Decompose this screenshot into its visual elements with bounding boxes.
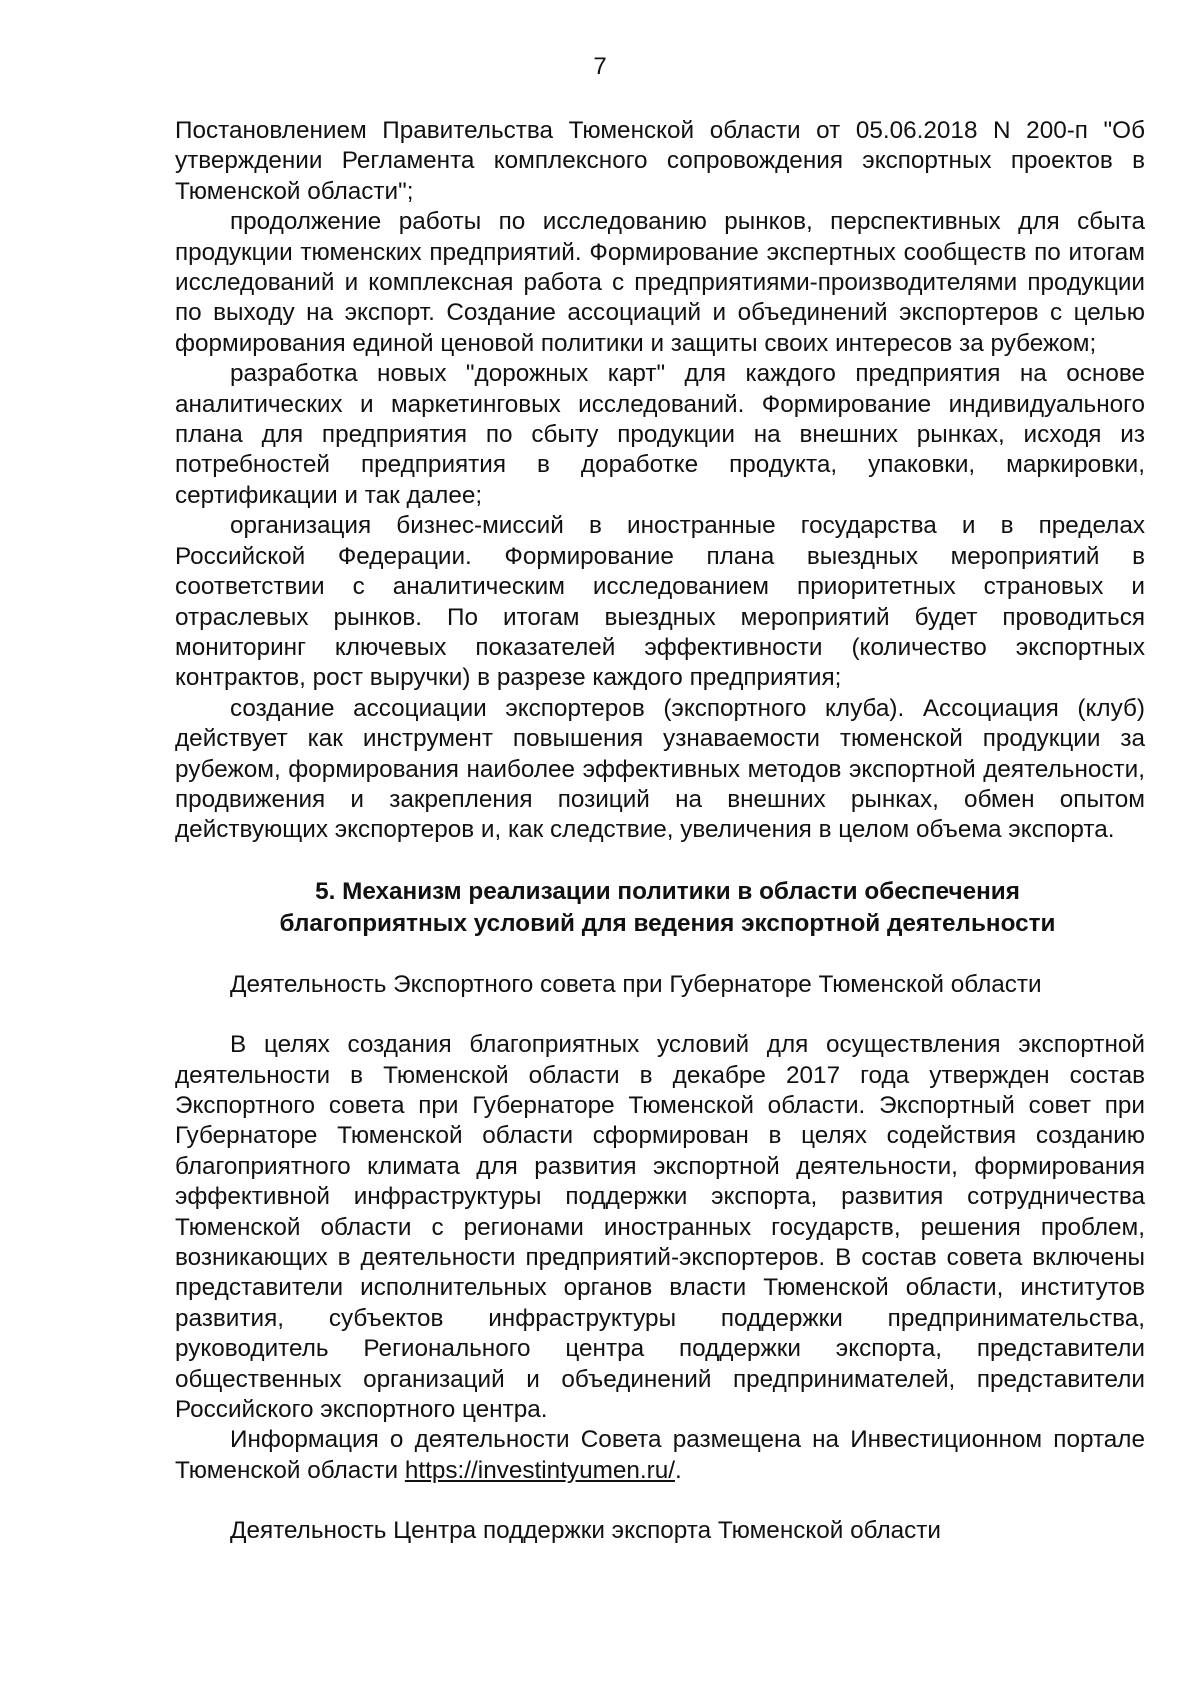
paragraph-exporters-association: создание ассоциации экспортеров (экспортного клуба). Ассоциация (клуб) действует как инструмент повышения узнаваемости тюменской продукции за рубежом, формирования наиболее эффективных методов экспортной деятельности, продвижения и закрепления позиций на внешних рынках, обмен опытом действующих экспортеров и, как следствие, увеличения в целом объема экспорта. <box>175 694 1145 844</box>
paragraph-regulation: Постановлением Правительства Тюменской области от 05.06.2018 N 200-п "Об утверждении Регламента комплексного сопровождения экспортных проектов в Тюменской области"; <box>175 117 1145 205</box>
paragraph-business-missions: организация бизнес-миссий в иностранные государства и в пределах Российской Федерации. Формирование плана выездных мероприятий в соответствии с аналитическим исследованием приоритетных страновых и отраслевых рынков. По итогам выездных мероприятий будет проводиться мониторинг ключевых показателей эффективности (количество экспортных контрактов, рост выручки) в разрезе каждого предприятия; <box>175 512 1145 692</box>
section-5-heading-line2: благоприятных условий для ведения экспортной деятельности <box>279 909 1056 937</box>
paragraph-roadmaps: разработка новых "дорожных карт" для каждого предприятия на основе аналитических и маркетинговых исследований. Формирование индивидуального плана для предприятия по сбыту продукции на внешних рынках, исходя из потребностей предприятия в доработке продукта, упаковки, маркировки, сертификации и так далее; <box>175 360 1145 509</box>
council-info-text: Информация о деятельности Совета размещена на Инвестиционном портале Тюменской области <box>175 1426 1145 1484</box>
section-5-heading <box>175 876 1145 940</box>
paragraph-council-info <box>175 1425 1145 1486</box>
subheading-export-support-center: Деятельность Центра поддержки экспорта Тюменской области <box>230 1517 942 1545</box>
subheading-export-council: Деятельность Экспортного совета при Губернаторе Тюменской области <box>230 970 1042 998</box>
paragraph-export-council: В целях создания благоприятных условий для осуществления экспортной деятельности в Тюменской области в декабре 2017 года утвержден состав Экспортного совета при Губернаторе Тюменской области. Экспортный совет при Губернаторе Тюменской области сформирован в целях содействия созданию благоприятного климата для развития экспортной деятельности, формирования эффективной инфраструктуры поддержки экспорта, развития сотрудничества Тюменской области с регионами иностранных государств, решения проблем, возникающих в деятельности предприятий-экспортеров. В состав совета включены представители исполнительных органов власти Тюменской области, институтов развития, субъектов инфраструктуры поддержки предпринимательства, руководитель Регионального центра поддержки экспорта, представители общественных организаций и объединений предпринимателей, представители Российского экспортного центра. <box>175 1031 1145 1424</box>
document-body <box>175 116 1145 1547</box>
paragraph-market-research: продолжение работы по исследованию рынков, перспективных для сбыта продукции тюменских предприятий. Формирование экспертных сообществ по итогам исследований и комплексная работа с предприятиями-производителями продукции по выходу на экспорт. Создание ассоциаций и объединений экспортеров с целью формирования единой ценовой политики и защиты своих интересов за рубежом; <box>175 208 1145 357</box>
investintyumen-link[interactable]: https://investintyumen.ru/ <box>404 1456 675 1484</box>
section-5-heading-line1: 5. Механизм реализации политики в области обеспечения <box>315 877 1020 905</box>
page-number: 7 <box>593 53 607 80</box>
council-info-end: . <box>674 1456 682 1484</box>
